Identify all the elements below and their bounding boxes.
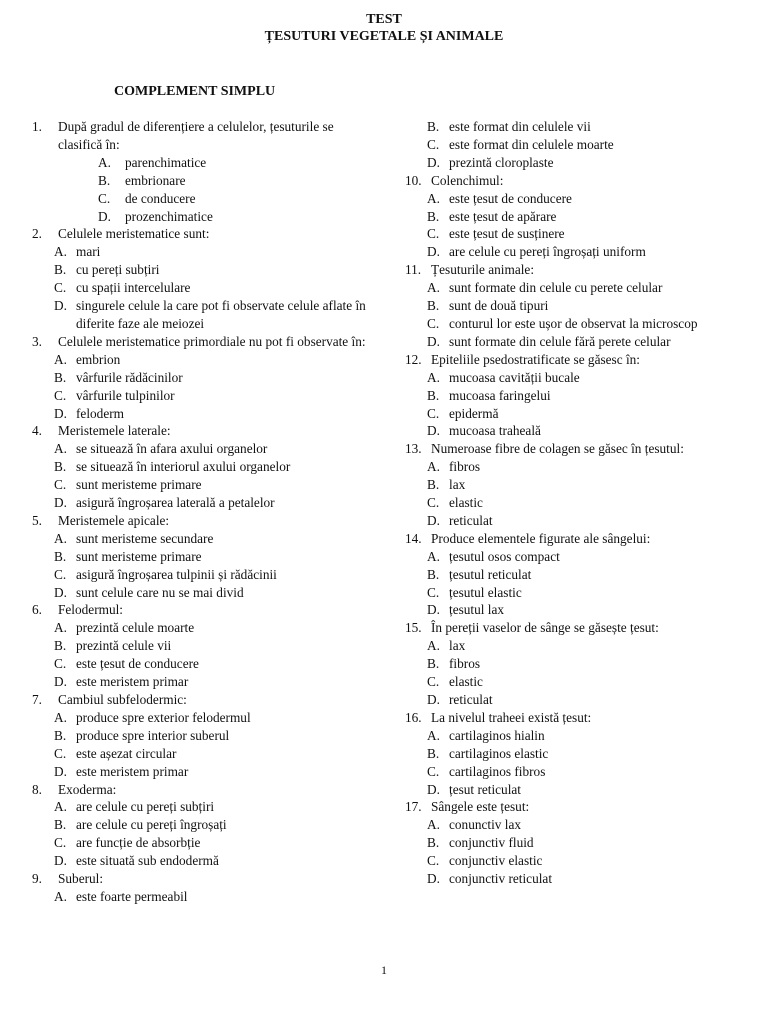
answer-option <box>427 655 740 673</box>
option-text: prozenchimatice <box>125 208 213 224</box>
option-text: sunt meristeme secundare <box>76 530 214 546</box>
option-letter: B. <box>427 387 440 403</box>
answer-option <box>427 387 740 405</box>
answer-option <box>427 208 740 226</box>
option-letter: A. <box>427 817 440 833</box>
option-text: are celule cu pereți subțiri <box>76 799 215 815</box>
option-text: mucoasa traheală <box>449 423 541 439</box>
answer-option <box>32 190 377 208</box>
option-text: țesutul lax <box>449 602 505 618</box>
answer-option <box>427 279 740 297</box>
option-letter: B. <box>54 817 67 833</box>
option-letter: B. <box>427 835 440 851</box>
answer-option <box>54 834 377 852</box>
question-text: În pereții vaselor de sânge se găsește țesut: <box>431 620 659 636</box>
option-letter: A. <box>54 709 67 725</box>
question <box>32 333 377 351</box>
option-text: se situează în interiorul axului organelor <box>76 459 291 475</box>
option-letter: B. <box>427 119 440 134</box>
option-letter: C. <box>427 405 440 421</box>
option-letter: B. <box>427 745 440 761</box>
option-text: produce spre interior suberul <box>76 727 230 743</box>
option-letter: C. <box>427 136 440 152</box>
question-text: După gradul de diferențiere a celulelor, țesuturile se clasifică în: <box>58 119 334 152</box>
option-letter: D. <box>54 405 67 421</box>
question-number: 13. <box>405 441 422 457</box>
option-text: asigură îngroșarea tulpinii și rădăcinii <box>76 566 277 582</box>
answer-option <box>54 297 377 333</box>
answer-option <box>54 888 377 906</box>
option-text: cartilaginos elastic <box>449 745 549 761</box>
option-letter: C. <box>427 495 440 511</box>
option-text: are funcție de absorbție <box>76 835 201 851</box>
option-text: conunctiv lax <box>449 817 522 833</box>
option-letter: D. <box>427 602 440 618</box>
question-text: Cambiul subfelodermic: <box>58 692 187 707</box>
option-text: prezintă celule vii <box>76 638 172 654</box>
option-text: are celule cu pereți îngroșați <box>76 817 227 833</box>
option-letter: B. <box>98 172 111 188</box>
option-letter: D. <box>54 495 67 511</box>
option-text: cu pereți subțiri <box>76 262 160 278</box>
option-letter: A. <box>427 369 440 385</box>
option-text: este țesut de conducere <box>449 190 572 206</box>
option-text: lax <box>449 638 466 654</box>
option-letter: C. <box>54 566 67 582</box>
option-letter: B. <box>427 566 440 582</box>
option-text: este situată sub endodermă <box>76 853 219 869</box>
question-number: 17. <box>405 799 422 815</box>
option-letter: C. <box>54 656 67 672</box>
answer-option <box>54 673 377 691</box>
question <box>405 619 740 637</box>
answer-option <box>427 512 740 530</box>
option-text: cu spații intercelulare <box>76 280 191 296</box>
question <box>32 118 377 154</box>
option-text: fibros <box>449 656 481 672</box>
answer-option <box>427 494 740 512</box>
option-letter: D. <box>54 763 67 779</box>
option-letter: D. <box>427 781 440 797</box>
answer-option <box>427 190 740 208</box>
option-text: asigură îngroșarea laterală a petalelor <box>76 495 275 511</box>
question-number: 9. <box>32 871 42 887</box>
question-number: 10. <box>405 172 422 188</box>
question-number: 8. <box>32 781 42 797</box>
question-text: Produce elementele figurate ale sângelui: <box>431 530 651 546</box>
answer-option <box>54 619 377 637</box>
option-text: conturul lor este ușor de observat la microscop <box>449 315 698 331</box>
question <box>32 781 377 799</box>
option-text: mucoasa faringelui <box>449 387 551 403</box>
option-letter: C. <box>427 226 440 242</box>
option-letter: D. <box>427 871 440 887</box>
page-number: 1 <box>381 963 387 977</box>
left-question-column <box>32 118 377 906</box>
option-letter: D. <box>427 692 440 707</box>
option-text: este țesut de susținere <box>449 226 565 242</box>
answer-option <box>54 763 377 781</box>
option-text: țesutul reticulat <box>449 566 532 582</box>
answer-option <box>427 852 740 870</box>
option-letter: C. <box>427 674 440 690</box>
question <box>32 512 377 530</box>
option-letter: A. <box>54 351 67 367</box>
question-text: La nivelul traheei există țesut: <box>431 709 592 725</box>
option-letter: A. <box>54 441 67 457</box>
option-text: este meristem primar <box>76 763 189 779</box>
option-text: cartilaginos hialin <box>449 727 545 743</box>
option-letter: B. <box>427 656 440 672</box>
answer-option <box>54 727 377 745</box>
question <box>32 691 377 709</box>
question <box>32 601 377 619</box>
option-text: sunt formate din celule cu perete celular <box>449 280 663 296</box>
question-number: 3. <box>32 333 42 349</box>
option-letter: B. <box>427 298 440 314</box>
answer-option <box>427 422 740 440</box>
section-heading: COMPLEMENT SIMPLU <box>114 84 276 99</box>
question-text: Celulele meristematice primordiale nu pot fi observate în: <box>58 333 366 349</box>
option-letter: A. <box>98 154 111 170</box>
answer-option <box>427 673 740 691</box>
option-letter: B. <box>54 638 67 654</box>
option-letter: D. <box>427 512 440 528</box>
option-text: cartilaginos fibros <box>449 763 546 779</box>
question <box>405 709 740 727</box>
option-letter: B. <box>54 727 67 743</box>
option-letter: D. <box>54 298 67 314</box>
answer-option <box>427 243 740 261</box>
option-letter: A. <box>427 459 440 475</box>
question-text: Numeroase fibre de colagen se găsec în țesutul: <box>431 441 684 457</box>
answer-option <box>427 584 740 602</box>
option-letter: B. <box>54 262 67 278</box>
answer-option <box>54 387 377 405</box>
option-letter: C. <box>54 387 67 403</box>
option-text: sunt meristeme primare <box>76 477 202 493</box>
question-text: Sângele este țesut: <box>431 799 530 815</box>
question-text: Meristemele apicale: <box>58 512 170 528</box>
question-number: 6. <box>32 602 42 618</box>
option-letter: C. <box>427 763 440 779</box>
option-letter: C. <box>98 190 111 206</box>
option-text: embrion <box>76 351 121 367</box>
answer-option <box>427 691 740 709</box>
option-text: este meristem primar <box>76 674 189 690</box>
question <box>405 172 740 190</box>
option-text: conjunctiv reticulat <box>449 871 553 887</box>
answer-option <box>427 781 740 799</box>
option-text: sunt formate din celule fără perete celular <box>449 333 671 349</box>
document-subtitle: ȚESUTURI VEGETALE ȘI ANIMALE <box>264 29 504 44</box>
option-letter: D. <box>427 423 440 439</box>
option-letter: C. <box>427 853 440 869</box>
option-text: singurele celule la care pot fi observate celule aflate în diferite faze ale meiozei <box>76 298 366 331</box>
answer-option <box>54 351 377 369</box>
answer-option <box>54 440 377 458</box>
option-letter: D. <box>98 208 111 224</box>
answer-option <box>427 834 740 852</box>
option-letter: D. <box>54 584 67 600</box>
answer-option <box>54 369 377 387</box>
option-text: este așezat circular <box>76 745 177 761</box>
option-letter: B. <box>54 548 67 564</box>
option-text: lax <box>449 477 466 493</box>
answer-option <box>427 476 740 494</box>
question-text: Colenchimul: <box>431 172 504 188</box>
answer-option <box>54 566 377 584</box>
answer-option <box>54 745 377 763</box>
question-number: 15. <box>405 620 422 636</box>
option-letter: C. <box>54 280 67 296</box>
option-letter: C. <box>54 835 67 851</box>
answer-option <box>427 727 740 745</box>
answer-option <box>427 225 740 243</box>
option-text: are celule cu pereți îngroșați uniform <box>449 244 646 260</box>
option-text: epidermă <box>449 405 499 421</box>
question-number: 12. <box>405 351 422 367</box>
answer-option <box>427 548 740 566</box>
answer-option <box>54 243 377 261</box>
right-question-column <box>405 118 740 888</box>
answer-option <box>32 154 377 172</box>
option-text: este țesut de apărare <box>449 208 557 224</box>
answer-option <box>54 852 377 870</box>
question-text: Felodermul: <box>58 602 123 618</box>
option-letter: B. <box>54 369 67 385</box>
option-text: este foarte permeabil <box>76 888 188 904</box>
question-number: 2. <box>32 226 42 242</box>
question <box>32 422 377 440</box>
option-text: reticulat <box>449 512 493 528</box>
answer-option <box>54 458 377 476</box>
answer-option <box>427 118 740 136</box>
option-text: țesutul osos compact <box>449 548 560 564</box>
document-title: TEST <box>366 12 402 27</box>
answer-option <box>54 476 377 494</box>
answer-option <box>427 458 740 476</box>
question-text: Epiteliile psedostratificate se găsesc în: <box>431 351 640 367</box>
option-text: reticulat <box>449 692 493 707</box>
option-letter: A. <box>427 548 440 564</box>
option-letter: C. <box>427 584 440 600</box>
option-letter: C. <box>427 315 440 331</box>
question-number: 1. <box>32 119 42 134</box>
option-text: este format din celulele moarte <box>449 136 614 152</box>
option-letter: A. <box>54 620 67 636</box>
question <box>405 351 740 369</box>
option-letter: D. <box>427 154 440 170</box>
question-text: Celulele meristematice sunt: <box>58 226 210 242</box>
option-text: de conducere <box>125 190 196 206</box>
question-number: 16. <box>405 709 422 725</box>
option-text: conjunctiv elastic <box>449 853 543 869</box>
answer-option <box>54 279 377 297</box>
option-text: prezintă cloroplaste <box>449 154 554 170</box>
question-number: 5. <box>32 512 42 528</box>
option-text: prezintă celule moarte <box>76 620 195 636</box>
option-text: este țesut de conducere <box>76 656 199 672</box>
answer-option <box>427 763 740 781</box>
question-text: Țesuturile animale: <box>431 262 535 278</box>
option-text: țesutul elastic <box>449 584 522 600</box>
answer-option <box>427 297 740 315</box>
option-letter: A. <box>427 280 440 296</box>
question <box>32 870 377 888</box>
question-number: 7. <box>32 692 42 707</box>
option-text: fibros <box>449 459 481 475</box>
option-letter: D. <box>427 244 440 260</box>
answer-option <box>427 745 740 763</box>
answer-option <box>54 261 377 279</box>
question-text: Suberul: <box>58 871 104 887</box>
answer-option <box>32 172 377 190</box>
answer-option <box>427 601 740 619</box>
option-text: sunt meristeme primare <box>76 548 202 564</box>
answer-option <box>54 494 377 512</box>
question <box>405 261 740 279</box>
option-text: vârfurile rădăcinilor <box>76 369 183 385</box>
option-letter: A. <box>54 530 67 546</box>
question-number: 14. <box>405 530 422 546</box>
answer-option <box>427 637 740 655</box>
option-letter: A. <box>427 638 440 654</box>
question <box>405 798 740 816</box>
answer-option <box>427 333 740 351</box>
answer-option <box>54 548 377 566</box>
option-letter: D. <box>427 333 440 349</box>
option-text: mari <box>76 244 101 260</box>
option-letter: C. <box>54 745 67 761</box>
option-text: sunt de două tipuri <box>449 298 549 314</box>
option-text: feloderm <box>76 405 124 421</box>
answer-option <box>54 816 377 834</box>
answer-option <box>427 315 740 333</box>
option-text: produce spre exterior felodermul <box>76 709 251 725</box>
option-text: elastic <box>449 674 483 690</box>
option-letter: A. <box>427 727 440 743</box>
option-letter: A. <box>54 888 67 904</box>
option-text: mucoasa cavității bucale <box>449 369 580 385</box>
question-text: Meristemele laterale: <box>58 423 171 439</box>
answer-option <box>54 530 377 548</box>
option-letter: A. <box>427 190 440 206</box>
answer-option <box>54 798 377 816</box>
answer-option <box>32 208 377 226</box>
option-text: conjunctiv fluid <box>449 835 534 851</box>
option-letter: B. <box>427 477 440 493</box>
answer-option <box>427 870 740 888</box>
option-letter: D. <box>54 674 67 690</box>
option-text: sunt celule care nu se mai divid <box>76 584 244 600</box>
question <box>32 225 377 243</box>
answer-option <box>54 405 377 423</box>
answer-option <box>54 655 377 673</box>
option-letter: C. <box>54 477 67 493</box>
option-letter: B. <box>427 208 440 224</box>
question <box>405 440 740 458</box>
answer-option <box>427 566 740 584</box>
option-text: elastic <box>449 495 483 511</box>
option-text: vârfurile tulpinilor <box>76 387 175 403</box>
answer-option <box>427 154 740 172</box>
option-text: parenchimatice <box>125 154 207 170</box>
answer-option <box>54 637 377 655</box>
option-letter: A. <box>54 799 67 815</box>
question <box>405 530 740 548</box>
option-text: se situează în afara axului organelor <box>76 441 268 457</box>
option-text: este format din celulele vii <box>449 119 591 134</box>
answer-option <box>427 816 740 834</box>
question-text: Exoderma: <box>58 781 117 797</box>
option-text: țesut reticulat <box>449 781 521 797</box>
answer-option <box>427 405 740 423</box>
answer-option <box>54 709 377 727</box>
option-letter: A. <box>54 244 67 260</box>
question-number: 4. <box>32 423 42 439</box>
answer-option <box>427 136 740 154</box>
option-letter: B. <box>54 459 67 475</box>
answer-option <box>54 584 377 602</box>
question-number: 11. <box>405 262 422 278</box>
option-letter: D. <box>54 853 67 869</box>
option-text: embrionare <box>125 172 186 188</box>
answer-option <box>427 369 740 387</box>
